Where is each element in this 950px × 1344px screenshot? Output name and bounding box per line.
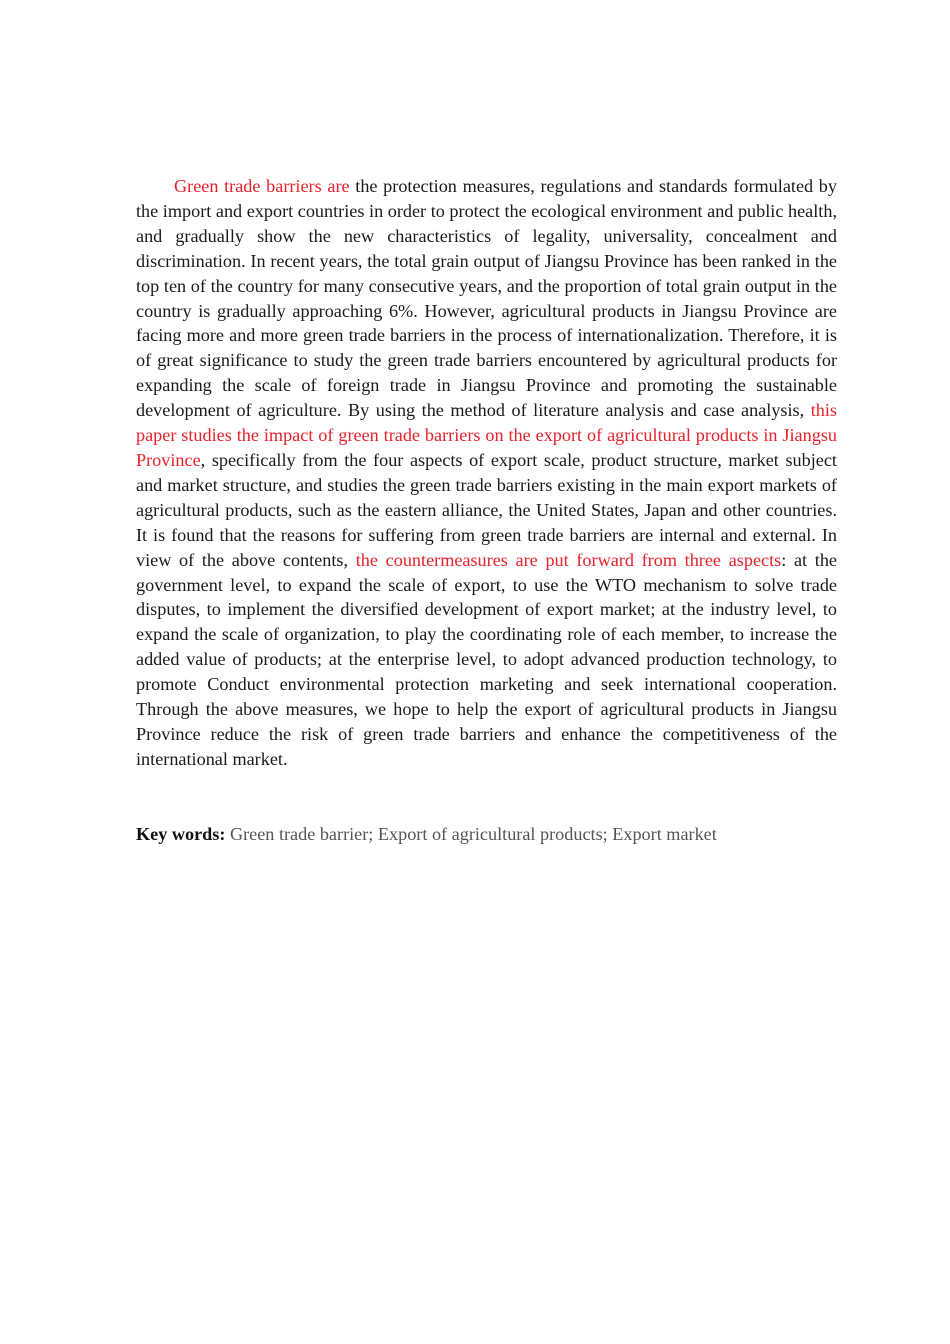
highlight-countermeasures: the countermeasures are put forward from three aspects xyxy=(355,549,782,570)
highlight-green-trade-barriers: Green trade barriers are xyxy=(174,176,350,196)
highlight-paper-studies: this paper studies the impact of green trade barriers on the export of agricultural products in Jiangsu Province xyxy=(136,400,837,470)
keywords-text: Green trade barrier; Export of agricultural products; Export market xyxy=(225,824,717,844)
abstract-text-part-2: , specifically from the four aspects of export scale, product structure, market subject and market structure, and studies the green trade barriers existing in the main export markets of agricultural products, such as the eastern alliance, the United States, Japan and other countries. It is found that the reasons for suffering from green trade barriers are internal and external. In view of the above contents, xyxy=(136,449,837,570)
keywords-label: Key words: xyxy=(136,824,226,844)
abstract-text-part-1: the protection measures, regulations and standards formulated by the import and export countries in order to protect the ecological environment and public health, and gradually show the new characteristics of legality, universality, concealment and discrimination. In recent years, the total grain output of Jiangsu Province has been ranked in the top ten of the country for many consecutive years, and the proportion of total grain output in the country is gradually approaching 6%. However, agricultural products in Jiangsu Province are facing more and more green trade barriers in the process of internationalization. Therefore, it is of great significance to study the green trade barriers encountered by agricultural products for expanding the scale of foreign trade in Jiangsu Province and promoting the sustainable development of agriculture. By using the method of literature analysis and case analysis, xyxy=(136,176,837,421)
abstract-paragraph xyxy=(136,174,837,772)
keywords-line xyxy=(136,822,837,847)
abstract-text-part-3: : at the government level, to expand the scale of export, to use the WTO mechanism to solve trade disputes, to implement the diversified development of export market; at the industry level, to expand the scale of organization, to play the coordinating role of each member, to increase the added value of products; at the enterprise level, to adopt advanced production technology, to promote Conduct environmental protection marketing and seek international cooperation. Through the above measures, we hope to help the export of agricultural products in Jiangsu Province reduce the risk of green trade barriers and enhance the competitiveness of the international market. xyxy=(136,549,837,769)
